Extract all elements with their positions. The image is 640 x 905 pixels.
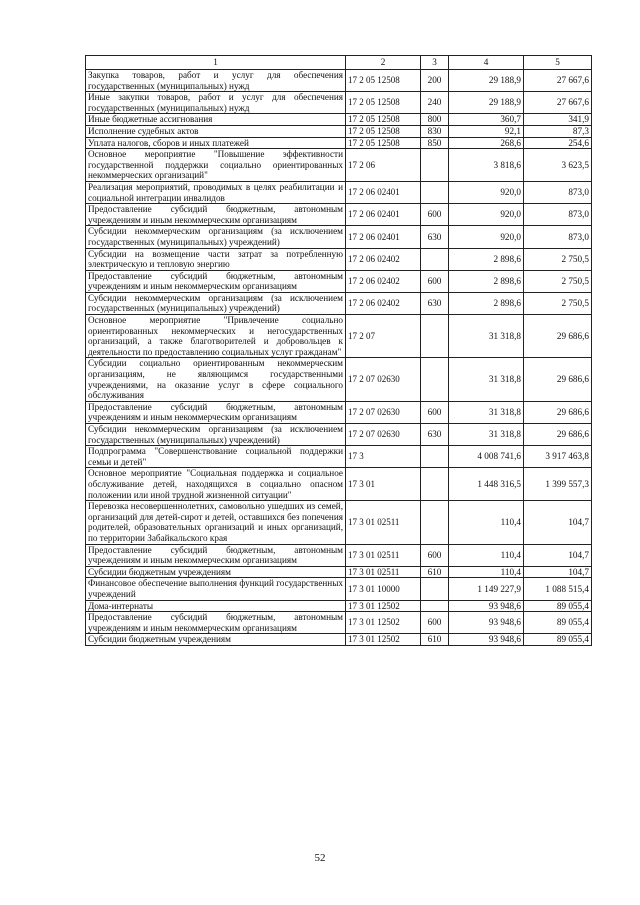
row-value-col4: 3 818,6: [449, 149, 524, 182]
row-value-col4: 2 898,6: [449, 248, 524, 270]
row-name: Субсидии некоммерческим организациям (за исключением государственных (муниципальных) учреждений): [86, 424, 346, 446]
row-code: 17 2 05 12508: [346, 137, 421, 149]
row-code: 17 3 01 10000: [346, 578, 421, 600]
table-row: [86, 424, 592, 446]
table-row: [86, 578, 592, 600]
row-value-col5: 29 686,6: [524, 315, 592, 358]
table-row: [86, 315, 592, 358]
table-row: [86, 544, 592, 566]
row-code: 17 3: [346, 446, 421, 468]
row-code: 17 3 01: [346, 468, 421, 501]
row-value-col5: 873,0: [524, 181, 592, 203]
row-value-col4: 360,7: [449, 114, 524, 126]
row-name: Основное мероприятие "Привлечение социально ориентированных некоммерческих и негосударственных организаций, а также благотворителей и добровольцев к деятельности по предоставлению социальных услуг гражданам": [86, 315, 346, 358]
row-vr: 800: [421, 114, 449, 126]
row-value-col4: 29 188,9: [449, 92, 524, 114]
row-code: 17 2 05 12508: [346, 125, 421, 137]
row-value-col4: 920,0: [449, 181, 524, 203]
row-value-col5: 873,0: [524, 204, 592, 226]
row-value-col4: 29 188,9: [449, 70, 524, 92]
row-value-col4: 2 898,6: [449, 270, 524, 292]
row-name: Уплата налогов, сборов и иных платежей: [86, 137, 346, 149]
row-vr: 600: [421, 544, 449, 566]
table-row: [86, 468, 592, 501]
header-col-4: 4: [449, 56, 524, 70]
row-value-col5: 89 055,4: [524, 634, 592, 646]
row-code: 17 2 05 12508: [346, 92, 421, 114]
row-name: Исполнение судебных актов: [86, 125, 346, 137]
row-value-col5: 89 055,4: [524, 600, 592, 612]
row-code: 17 2 05 12508: [346, 114, 421, 126]
table-body: [86, 70, 592, 646]
row-value-col5: 873,0: [524, 226, 592, 248]
row-name: Предоставление субсидий бюджетным, автономным учреждениям и иным некоммерческим организациям: [86, 270, 346, 292]
row-vr: [421, 358, 449, 401]
row-value-col5: 2 750,5: [524, 248, 592, 270]
row-code: 17 2 07 02630: [346, 424, 421, 446]
table-row: [86, 70, 592, 92]
row-value-col5: 254,6: [524, 137, 592, 149]
header-row: [86, 56, 592, 70]
row-vr: [421, 248, 449, 270]
row-name: Предоставление субсидий бюджетным, автономным учреждениям и иным некоммерческим организациям: [86, 401, 346, 423]
row-vr: 600: [421, 612, 449, 634]
row-value-col4: 93 948,6: [449, 634, 524, 646]
row-name: Основное мероприятие "Повышение эффективности государственной поддержки социально ориентированных некоммерческих организаций": [86, 149, 346, 182]
row-code: 17 2 07 02630: [346, 358, 421, 401]
row-value-col5: 89 055,4: [524, 612, 592, 634]
row-value-col4: 4 008 741,6: [449, 446, 524, 468]
row-vr: 850: [421, 137, 449, 149]
table-row: [86, 600, 592, 612]
table-row: [86, 358, 592, 401]
row-name: Субсидии некоммерческим организациям (за исключением государственных (муниципальных) учреждений): [86, 292, 346, 314]
row-value-col4: 31 318,8: [449, 315, 524, 358]
row-code: 17 3 01 02511: [346, 566, 421, 578]
row-value-col5: 104,7: [524, 501, 592, 544]
row-value-col5: 87,3: [524, 125, 592, 137]
row-code: 17 3 01 12502: [346, 612, 421, 634]
table-row: [86, 125, 592, 137]
table-row: [86, 270, 592, 292]
row-vr: [421, 600, 449, 612]
page-number: 52: [314, 852, 326, 864]
row-vr: 630: [421, 424, 449, 446]
table-row: [86, 248, 592, 270]
row-code: 17 2 06 02402: [346, 248, 421, 270]
table-row: [86, 204, 592, 226]
row-name: Подпрограмма "Совершенствование социальной поддержки семьи и детей": [86, 446, 346, 468]
table-row: [86, 446, 592, 468]
table-row: [86, 634, 592, 646]
table-row: [86, 149, 592, 182]
row-value-col5: 2 750,5: [524, 270, 592, 292]
row-code: 17 2 06: [346, 149, 421, 182]
row-value-col4: 31 318,8: [449, 424, 524, 446]
row-value-col5: 29 686,6: [524, 401, 592, 423]
row-vr: [421, 468, 449, 501]
row-value-col5: 27 667,6: [524, 70, 592, 92]
table-row: [86, 292, 592, 314]
header-col-2: 2: [346, 56, 421, 70]
row-code: 17 2 07 02630: [346, 401, 421, 423]
table-row: [86, 401, 592, 423]
row-name: Предоставление субсидий бюджетным, автономным учреждениям и иным некоммерческим организациям: [86, 612, 346, 634]
row-name: Субсидии некоммерческим организациям (за исключением государственных (муниципальных) учреждений): [86, 226, 346, 248]
row-code: 17 2 06 02401: [346, 226, 421, 248]
row-value-col5: 104,7: [524, 566, 592, 578]
row-vr: 600: [421, 270, 449, 292]
row-code: 17 2 05 12508: [346, 70, 421, 92]
row-value-col4: 2 898,6: [449, 292, 524, 314]
row-vr: 200: [421, 70, 449, 92]
table-row: [86, 566, 592, 578]
row-code: 17 2 06 02402: [346, 292, 421, 314]
row-name: Предоставление субсидий бюджетным, автономным учреждениям и иным некоммерческим организациям: [86, 204, 346, 226]
row-vr: 830: [421, 125, 449, 137]
row-value-col4: 920,0: [449, 226, 524, 248]
row-code: 17 3 01 12502: [346, 600, 421, 612]
row-vr: 630: [421, 226, 449, 248]
row-name: Иные бюджетные ассигнования: [86, 114, 346, 126]
row-value-col5: 27 667,6: [524, 92, 592, 114]
row-value-col5: 3 917 463,8: [524, 446, 592, 468]
row-code: 17 2 06 02401: [346, 204, 421, 226]
row-vr: [421, 315, 449, 358]
budget-table-sheet: [85, 55, 591, 646]
row-vr: 600: [421, 401, 449, 423]
row-value-col5: 29 686,6: [524, 358, 592, 401]
row-name: Финансовое обеспечение выполнения функций государственных учреждений: [86, 578, 346, 600]
header-col-1: 1: [86, 56, 346, 70]
row-value-col4: 1 149 227,9: [449, 578, 524, 600]
row-value-col4: 31 318,8: [449, 358, 524, 401]
table-row: [86, 501, 592, 544]
row-name: Субсидии социально ориентированным некоммерческим организациям, не являющимся государственными учреждениями, на оказание услуг в сфере социального обслуживания: [86, 358, 346, 401]
row-value-col5: 1 088 515,4: [524, 578, 592, 600]
row-vr: [421, 149, 449, 182]
table-row: [86, 181, 592, 203]
row-name: Перевозка несовершеннолетних, самовольно ушедших из семей, организаций для детей-сирот и детей, оставшихся без попечения родителей, образовательных организаций и иных организаций, по территории Забайкальского края: [86, 501, 346, 544]
row-vr: [421, 501, 449, 544]
row-value-col4: 268,6: [449, 137, 524, 149]
row-name: Дома-интернаты: [86, 600, 346, 612]
row-value-col5: 104,7: [524, 544, 592, 566]
table-row: [86, 226, 592, 248]
row-value-col4: 920,0: [449, 204, 524, 226]
row-value-col5: 341,9: [524, 114, 592, 126]
row-name: Закупка товаров, работ и услуг для обеспечения государственных (муниципальных) нужд: [86, 70, 346, 92]
row-value-col4: 93 948,6: [449, 612, 524, 634]
row-value-col5: 1 399 557,3: [524, 468, 592, 501]
row-code: 17 3 01 02511: [346, 544, 421, 566]
table-row: [86, 92, 592, 114]
row-name: Предоставление субсидий бюджетным, автономным учреждениям и иным некоммерческим организациям: [86, 544, 346, 566]
row-vr: 610: [421, 566, 449, 578]
header-col-3: 3: [421, 56, 449, 70]
row-value-col4: 93 948,6: [449, 600, 524, 612]
row-value-col4: 110,4: [449, 544, 524, 566]
table-row: [86, 137, 592, 149]
row-value-col4: 31 318,8: [449, 401, 524, 423]
row-vr: 600: [421, 204, 449, 226]
row-vr: [421, 578, 449, 600]
row-code: 17 2 06 02401: [346, 181, 421, 203]
row-value-col4: 110,4: [449, 501, 524, 544]
row-value-col5: 29 686,6: [524, 424, 592, 446]
table-row: [86, 114, 592, 126]
row-name: Субсидии бюджетным учреждениям: [86, 634, 346, 646]
row-value-col5: 2 750,5: [524, 292, 592, 314]
row-vr: [421, 181, 449, 203]
row-name: Иные закупки товаров, работ и услуг для обеспечения государственных (муниципальных) нужд: [86, 92, 346, 114]
header-col-5: 5: [524, 56, 592, 70]
row-value-col4: 1 448 316,5: [449, 468, 524, 501]
row-vr: 630: [421, 292, 449, 314]
row-code: 17 3 01 02511: [346, 501, 421, 544]
row-vr: 610: [421, 634, 449, 646]
row-value-col4: 92,1: [449, 125, 524, 137]
row-name: Реализация мероприятий, проводимых в целях реабилитации и социальной интеграции инвалидов: [86, 181, 346, 203]
row-vr: 240: [421, 92, 449, 114]
budget-table: [85, 55, 592, 646]
row-name: Субсидии на возмещение части затрат за потребленную электрическую и тепловую энергию: [86, 248, 346, 270]
row-code: 17 2 07: [346, 315, 421, 358]
row-value-col5: 3 623,5: [524, 149, 592, 182]
row-value-col4: 110,4: [449, 566, 524, 578]
row-name: Субсидии бюджетным учреждениям: [86, 566, 346, 578]
row-code: 17 2 06 02402: [346, 270, 421, 292]
row-name: Основное мероприятие "Социальная поддержка и социальное обслуживание детей, находящихся в социально опасном положении или иной трудной жизненной ситуации": [86, 468, 346, 501]
row-code: 17 3 01 12502: [346, 634, 421, 646]
row-vr: [421, 446, 449, 468]
table-row: [86, 612, 592, 634]
